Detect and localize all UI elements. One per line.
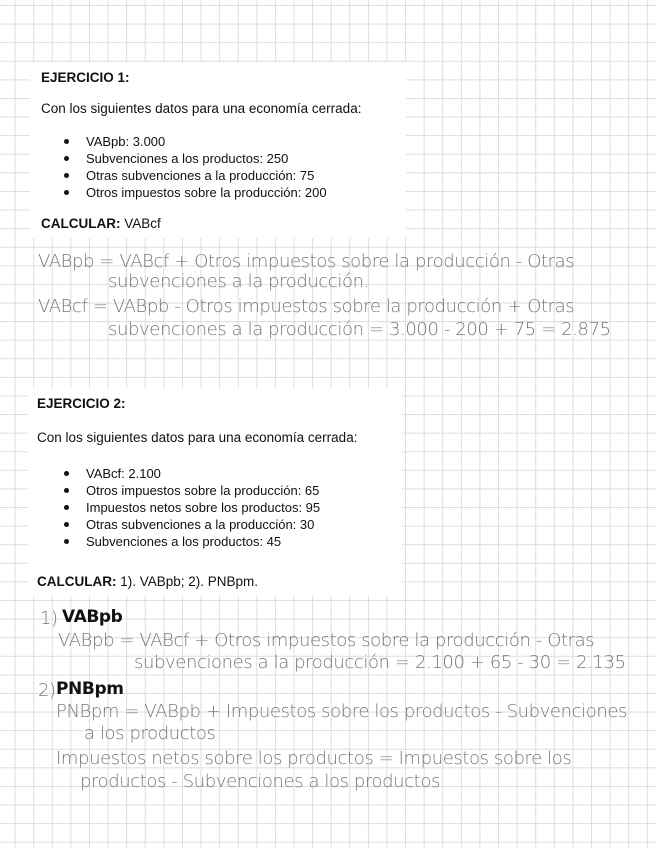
exercise-2-data-list — [60, 465, 320, 550]
exercise-2-intro: Con los siguientes datos para una economía cerrada: — [37, 430, 358, 445]
handwritten-number: 2) — [38, 680, 56, 701]
exercise-1-intro: Con los siguientes datos para una economía cerrada: — [41, 101, 362, 116]
handwritten-line: Impuestos netos sobre los productos = Impuestos sobre los — [56, 748, 572, 769]
list-item: Otros impuestos sobre la producción: 65 — [60, 482, 320, 499]
exercise-2-title: EJERCICIO 2: — [37, 396, 126, 411]
handwritten-line: VABcf = VABpb - Otros impuestos sobre la producción + Otras — [38, 296, 575, 317]
exercise-1-calculate — [41, 216, 161, 231]
list-item: VABcf: 2.100 — [60, 465, 320, 482]
exercise-2-calculate — [37, 574, 258, 589]
calculate-label: CALCULAR: — [41, 216, 121, 231]
list-item: Otros impuestos sobre la producción: 200 — [60, 184, 327, 201]
list-item: Otras subvenciones a la producción: 30 — [60, 516, 320, 533]
list-item: Subvenciones a los productos: 250 — [60, 150, 327, 167]
handwritten-number: 1) — [40, 608, 58, 629]
calculate-label: CALCULAR: — [37, 574, 117, 589]
handwritten-line: productos - Subvenciones a los productos — [80, 771, 440, 792]
list-item: Otras subvenciones a la producción: 75 — [60, 167, 327, 184]
list-item: VABpb: 3.000 — [60, 133, 327, 150]
list-item: Impuestos netos sobre los productos: 95 — [60, 499, 320, 516]
handwritten-line: PNBpm = VABpb + Impuestos sobre los productos - Subvenciones — [56, 701, 627, 722]
calculate-value: 1). VABpb; 2). PNBpm. — [120, 574, 259, 589]
handwritten-line: subvenciones a la producción = 2.100 + 65 - 30 = 2.135 — [134, 652, 626, 673]
exercise-1-title: EJERCICIO 1: — [41, 70, 130, 85]
handwritten-heading: PNBpm — [56, 679, 124, 699]
handwritten-line: VABpb = VABcf + Otros impuestos sobre la producción - Otras — [38, 251, 575, 272]
list-item: Subvenciones a los productos: 45 — [60, 533, 320, 550]
exercise-1-data-list — [60, 133, 327, 201]
handwritten-line: VABpb = VABcf + Otros impuestos sobre la producción - Otras — [58, 630, 595, 651]
handwritten-line: a los productos — [84, 723, 216, 744]
handwritten-line: subvenciones a la producción. — [108, 271, 369, 292]
calculate-value: VABcf — [124, 216, 161, 231]
handwritten-line: subvenciones a la producción = 3.000 - 200 + 75 = 2.875 — [108, 319, 611, 340]
handwritten-heading: VABpb — [62, 607, 123, 627]
